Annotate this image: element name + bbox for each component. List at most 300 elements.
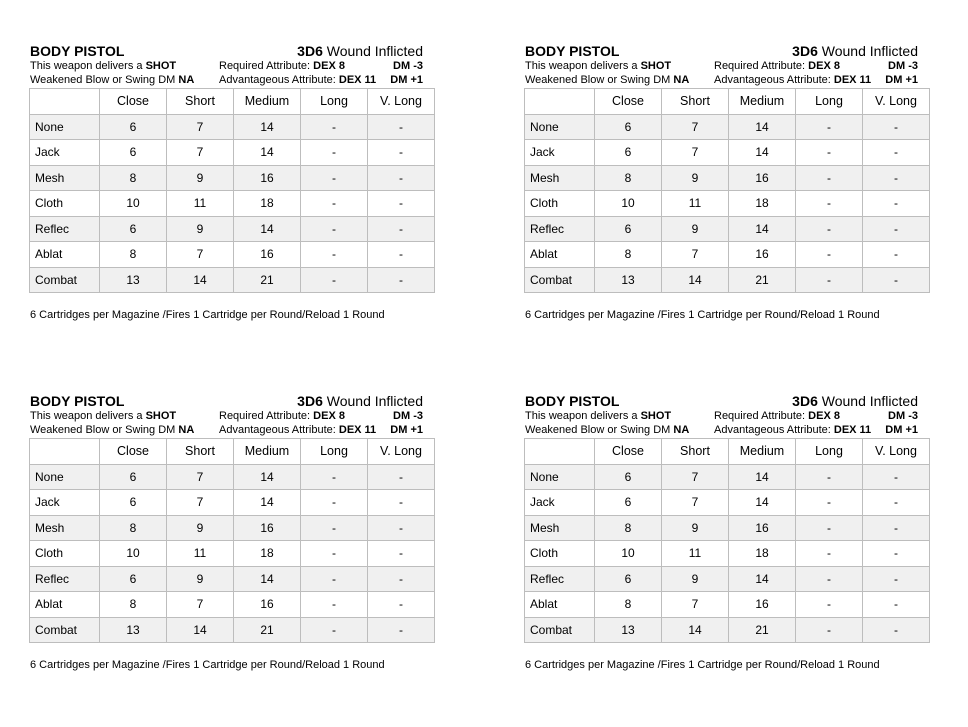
ammo-note: 6 Cartridges per Magazine /Fires 1 Cartridge per Round/Reload 1 Round — [525, 309, 880, 321]
ammo-note: 6 Cartridges per Magazine /Fires 1 Cartridge per Round/Reload 1 Round — [525, 659, 880, 671]
weakened-line — [525, 74, 689, 87]
armor-label: Cloth — [525, 191, 595, 217]
table-header-row — [525, 439, 930, 465]
required-dm: DM -3 — [393, 410, 423, 422]
armor-label: Cloth — [525, 541, 595, 567]
table-row — [30, 541, 435, 567]
card-header — [29, 393, 435, 438]
table-cell: 8 — [100, 242, 167, 268]
delivers-line — [30, 60, 176, 73]
table-cell: 14 — [167, 617, 234, 643]
column-header: V. Long — [863, 439, 930, 465]
column-header: Medium — [729, 439, 796, 465]
weapon-title: BODY PISTOL — [30, 393, 125, 409]
required-dm: DM -3 — [888, 410, 918, 422]
table-cell: 7 — [662, 242, 729, 268]
required-line — [219, 60, 345, 73]
column-header: V. Long — [368, 89, 435, 115]
table-cell: 9 — [167, 566, 234, 592]
table-row — [525, 490, 930, 516]
table-cell: 6 — [595, 114, 662, 140]
table-cell: 9 — [662, 165, 729, 191]
table-cell: 10 — [100, 191, 167, 217]
table-cell: 14 — [234, 566, 301, 592]
weapon-card — [29, 393, 435, 671]
table-cell: 7 — [662, 490, 729, 516]
table-cell: - — [368, 191, 435, 217]
card-header — [524, 393, 930, 438]
column-header: V. Long — [863, 89, 930, 115]
advantageous-prefix: Advantageous Attribute: — [219, 424, 339, 436]
column-header — [525, 439, 595, 465]
table-cell: - — [796, 140, 863, 166]
table-cell: - — [301, 541, 368, 567]
table-cell: - — [368, 515, 435, 541]
table-cell: 6 — [595, 464, 662, 490]
table-row — [525, 140, 930, 166]
table-cell: - — [796, 191, 863, 217]
table-cell: 8 — [595, 592, 662, 618]
table-cell: - — [301, 267, 368, 293]
required-prefix: Required Attribute: — [219, 60, 314, 72]
table-cell: - — [863, 617, 930, 643]
table-cell: - — [301, 165, 368, 191]
column-header: Close — [100, 439, 167, 465]
table-cell: 6 — [100, 114, 167, 140]
damage-line — [297, 43, 423, 60]
column-header: Short — [662, 439, 729, 465]
table-row — [525, 216, 930, 242]
armor-label: Combat — [30, 267, 100, 293]
armor-label: Ablat — [525, 592, 595, 618]
table-cell: 9 — [662, 515, 729, 541]
weakened-value: NA — [178, 74, 195, 86]
armor-label: Combat — [30, 617, 100, 643]
column-header: Medium — [234, 89, 301, 115]
armor-label: None — [525, 464, 595, 490]
table-cell: 14 — [729, 114, 796, 140]
table-cell: 14 — [234, 464, 301, 490]
armor-label: Reflec — [30, 216, 100, 242]
table-cell: - — [368, 165, 435, 191]
required-dm: DM -3 — [393, 60, 423, 72]
table-row — [30, 464, 435, 490]
required-value: DEX 8 — [313, 60, 345, 72]
armor-label: None — [525, 114, 595, 140]
advantageous-dm: DM +1 — [885, 424, 918, 436]
weapon-card — [524, 43, 930, 321]
table-row — [30, 267, 435, 293]
table-cell: 7 — [167, 114, 234, 140]
table-cell: 11 — [662, 191, 729, 217]
table-cell: 10 — [595, 191, 662, 217]
required-dm: DM -3 — [888, 60, 918, 72]
table-cell: 7 — [662, 140, 729, 166]
table-row — [525, 191, 930, 217]
damage-text: Wound Inflicted — [817, 43, 918, 59]
delivers-value: SHOT — [145, 60, 177, 72]
table-row — [525, 515, 930, 541]
delivers-line — [30, 410, 176, 423]
required-value: DEX 8 — [808, 60, 840, 72]
armor-label: Cloth — [30, 191, 100, 217]
table-cell: - — [863, 464, 930, 490]
column-header: Close — [595, 89, 662, 115]
table-cell: - — [863, 267, 930, 293]
table-cell: - — [796, 165, 863, 191]
weakened-prefix: Weakened Blow or Swing DM — [30, 74, 179, 86]
damage-line — [297, 393, 423, 410]
delivers-line — [525, 410, 671, 423]
damage-dice: 3D6 — [792, 43, 818, 59]
table-cell: - — [796, 216, 863, 242]
table-row — [525, 541, 930, 567]
required-prefix: Required Attribute: — [219, 410, 314, 422]
delivers-value: SHOT — [145, 410, 177, 422]
table-row — [525, 165, 930, 191]
table-cell: - — [796, 114, 863, 140]
required-line — [714, 410, 840, 423]
table-cell: 18 — [234, 541, 301, 567]
table-row — [30, 592, 435, 618]
table-cell: - — [863, 592, 930, 618]
table-cell: - — [796, 464, 863, 490]
table-cell: 16 — [729, 242, 796, 268]
table-cell: 7 — [662, 464, 729, 490]
table-row — [30, 566, 435, 592]
column-header: Close — [595, 439, 662, 465]
column-header — [30, 89, 100, 115]
advantageous-line — [714, 74, 871, 87]
table-cell: - — [368, 267, 435, 293]
table-cell: 14 — [729, 566, 796, 592]
table-header-row — [30, 89, 435, 115]
column-header: Medium — [729, 89, 796, 115]
armor-label: None — [30, 464, 100, 490]
table-cell: 8 — [100, 592, 167, 618]
range-table — [524, 88, 930, 293]
armor-label: None — [30, 114, 100, 140]
table-cell: - — [796, 566, 863, 592]
column-header: V. Long — [368, 439, 435, 465]
table-cell: 14 — [729, 464, 796, 490]
table-cell: 16 — [234, 515, 301, 541]
table-cell: 7 — [167, 490, 234, 516]
table-row — [30, 140, 435, 166]
advantageous-value: DEX 11 — [833, 74, 872, 86]
delivers-prefix: This weapon delivers a — [525, 410, 641, 422]
required-line — [219, 410, 345, 423]
table-cell: 6 — [100, 140, 167, 166]
table-cell: 13 — [100, 617, 167, 643]
table-cell: - — [796, 267, 863, 293]
damage-dice: 3D6 — [297, 393, 323, 409]
column-header: Short — [662, 89, 729, 115]
table-cell: 7 — [662, 592, 729, 618]
table-cell: 10 — [595, 541, 662, 567]
armor-label: Jack — [30, 490, 100, 516]
table-cell: 18 — [729, 191, 796, 217]
armor-label: Ablat — [30, 242, 100, 268]
table-cell: - — [796, 592, 863, 618]
table-cell: 14 — [167, 267, 234, 293]
table-cell: 7 — [167, 592, 234, 618]
range-table — [29, 438, 435, 643]
table-row — [30, 617, 435, 643]
table-cell: - — [368, 617, 435, 643]
table-cell: 7 — [167, 464, 234, 490]
table-row — [525, 267, 930, 293]
column-header — [525, 89, 595, 115]
range-table — [524, 438, 930, 643]
armor-label: Mesh — [525, 515, 595, 541]
table-cell: - — [796, 515, 863, 541]
armor-label: Ablat — [525, 242, 595, 268]
ammo-note: 6 Cartridges per Magazine /Fires 1 Cartridge per Round/Reload 1 Round — [30, 309, 385, 321]
table-body — [525, 114, 930, 293]
weapon-card — [524, 393, 930, 671]
damage-dice: 3D6 — [792, 393, 818, 409]
table-cell: 14 — [234, 216, 301, 242]
table-cell: 8 — [595, 242, 662, 268]
table-cell: - — [863, 165, 930, 191]
armor-label: Jack — [525, 490, 595, 516]
required-prefix: Required Attribute: — [714, 410, 809, 422]
weakened-prefix: Weakened Blow or Swing DM — [525, 424, 674, 436]
armor-label: Reflec — [525, 566, 595, 592]
table-cell: - — [863, 566, 930, 592]
armor-label: Mesh — [30, 515, 100, 541]
required-value: DEX 8 — [808, 410, 840, 422]
table-cell: - — [863, 242, 930, 268]
table-cell: - — [368, 464, 435, 490]
table-cell: 6 — [595, 216, 662, 242]
weakened-value: NA — [673, 74, 690, 86]
weapon-card — [29, 43, 435, 321]
table-cell: 21 — [729, 617, 796, 643]
advantageous-line — [714, 424, 871, 437]
armor-label: Cloth — [30, 541, 100, 567]
weakened-value: NA — [673, 424, 690, 436]
delivers-value: SHOT — [640, 410, 672, 422]
armor-label: Reflec — [30, 566, 100, 592]
column-header: Short — [167, 89, 234, 115]
table-cell: 6 — [595, 140, 662, 166]
delivers-value: SHOT — [640, 60, 672, 72]
table-cell: - — [301, 191, 368, 217]
table-cell: 8 — [595, 515, 662, 541]
table-cell: - — [796, 541, 863, 567]
table-cell: 14 — [729, 216, 796, 242]
advantageous-dm: DM +1 — [390, 424, 423, 436]
table-cell: - — [301, 515, 368, 541]
table-cell: - — [796, 242, 863, 268]
weakened-line — [525, 424, 689, 437]
delivers-prefix: This weapon delivers a — [30, 60, 146, 72]
table-row — [525, 114, 930, 140]
table-cell: - — [863, 515, 930, 541]
table-cell: 6 — [100, 490, 167, 516]
advantageous-prefix: Advantageous Attribute: — [219, 74, 339, 86]
damage-line — [792, 43, 918, 60]
table-cell: 18 — [729, 541, 796, 567]
table-cell: 16 — [234, 165, 301, 191]
table-cell: - — [863, 140, 930, 166]
table-cell: - — [368, 140, 435, 166]
table-cell: - — [368, 592, 435, 618]
table-cell: 16 — [729, 165, 796, 191]
weakened-line — [30, 74, 194, 87]
table-cell: 14 — [234, 490, 301, 516]
table-cell: - — [863, 216, 930, 242]
table-cell: 9 — [662, 566, 729, 592]
delivers-prefix: This weapon delivers a — [30, 410, 146, 422]
table-cell: 8 — [595, 165, 662, 191]
table-body — [525, 464, 930, 643]
table-cell: - — [863, 541, 930, 567]
table-cell: - — [863, 490, 930, 516]
card-header — [29, 43, 435, 88]
table-cell: 16 — [234, 592, 301, 618]
weakened-prefix: Weakened Blow or Swing DM — [30, 424, 179, 436]
table-cell: 16 — [234, 242, 301, 268]
table-cell: - — [301, 592, 368, 618]
advantageous-line — [219, 74, 376, 87]
column-header: Long — [301, 439, 368, 465]
table-row — [525, 242, 930, 268]
table-cell: 7 — [167, 140, 234, 166]
table-cell: 21 — [234, 267, 301, 293]
table-cell: 13 — [100, 267, 167, 293]
table-cell: 9 — [167, 515, 234, 541]
weapon-title: BODY PISTOL — [525, 43, 620, 59]
armor-label: Combat — [525, 267, 595, 293]
table-cell: - — [301, 617, 368, 643]
weapon-title: BODY PISTOL — [30, 43, 125, 59]
table-cell: 7 — [662, 114, 729, 140]
table-row — [525, 566, 930, 592]
column-header: Short — [167, 439, 234, 465]
table-row — [525, 617, 930, 643]
table-cell: 7 — [167, 242, 234, 268]
table-cell: 21 — [234, 617, 301, 643]
table-cell: - — [863, 191, 930, 217]
armor-label: Reflec — [525, 216, 595, 242]
damage-line — [792, 393, 918, 410]
table-cell: 9 — [662, 216, 729, 242]
armor-label: Jack — [525, 140, 595, 166]
table-cell: 16 — [729, 515, 796, 541]
advantageous-prefix: Advantageous Attribute: — [714, 424, 834, 436]
damage-text: Wound Inflicted — [322, 43, 423, 59]
ammo-note: 6 Cartridges per Magazine /Fires 1 Cartridge per Round/Reload 1 Round — [30, 659, 385, 671]
table-cell: - — [796, 490, 863, 516]
column-header: Close — [100, 89, 167, 115]
table-cell: 11 — [167, 541, 234, 567]
table-cell: 21 — [729, 267, 796, 293]
advantageous-dm: DM +1 — [390, 74, 423, 86]
table-cell: - — [863, 114, 930, 140]
column-header — [30, 439, 100, 465]
table-header-row — [525, 89, 930, 115]
table-cell: 14 — [729, 490, 796, 516]
table-cell: 13 — [595, 267, 662, 293]
table-cell: 13 — [595, 617, 662, 643]
armor-label: Jack — [30, 140, 100, 166]
table-cell: 6 — [100, 216, 167, 242]
damage-text: Wound Inflicted — [322, 393, 423, 409]
table-cell: 10 — [100, 541, 167, 567]
advantageous-line — [219, 424, 376, 437]
table-row — [30, 114, 435, 140]
table-row — [30, 242, 435, 268]
table-cell: 8 — [100, 165, 167, 191]
table-cell: 14 — [234, 140, 301, 166]
card-header — [524, 43, 930, 88]
advantageous-prefix: Advantageous Attribute: — [714, 74, 834, 86]
column-header: Medium — [234, 439, 301, 465]
table-cell: 6 — [100, 566, 167, 592]
table-cell: - — [301, 114, 368, 140]
weakened-value: NA — [178, 424, 195, 436]
table-cell: 9 — [167, 216, 234, 242]
table-cell: - — [368, 114, 435, 140]
table-cell: 14 — [662, 267, 729, 293]
column-header: Long — [796, 439, 863, 465]
table-row — [525, 464, 930, 490]
table-cell: - — [301, 140, 368, 166]
table-cell: - — [301, 490, 368, 516]
table-cell: - — [368, 242, 435, 268]
armor-label: Combat — [525, 617, 595, 643]
table-cell: 14 — [729, 140, 796, 166]
advantageous-value: DEX 11 — [833, 424, 872, 436]
advantageous-value: DEX 11 — [338, 424, 377, 436]
required-value: DEX 8 — [313, 410, 345, 422]
table-body — [30, 464, 435, 643]
table-cell: - — [368, 566, 435, 592]
table-cell: 6 — [595, 490, 662, 516]
table-cell: 14 — [662, 617, 729, 643]
weakened-prefix: Weakened Blow or Swing DM — [525, 74, 674, 86]
damage-text: Wound Inflicted — [817, 393, 918, 409]
armor-label: Mesh — [30, 165, 100, 191]
required-line — [714, 60, 840, 73]
table-row — [30, 490, 435, 516]
table-cell: - — [301, 566, 368, 592]
table-cell: - — [368, 216, 435, 242]
delivers-line — [525, 60, 671, 73]
table-cell: - — [796, 617, 863, 643]
table-row — [30, 191, 435, 217]
armor-label: Mesh — [525, 165, 595, 191]
armor-label: Ablat — [30, 592, 100, 618]
table-cell: 8 — [100, 515, 167, 541]
table-cell: 18 — [234, 191, 301, 217]
table-body — [30, 114, 435, 293]
weakened-line — [30, 424, 194, 437]
table-cell: 14 — [234, 114, 301, 140]
advantageous-value: DEX 11 — [338, 74, 377, 86]
table-row — [525, 592, 930, 618]
table-row — [30, 165, 435, 191]
range-table — [29, 88, 435, 293]
table-row — [30, 515, 435, 541]
table-cell: 6 — [100, 464, 167, 490]
table-header-row — [30, 439, 435, 465]
table-cell: - — [301, 242, 368, 268]
table-row — [30, 216, 435, 242]
